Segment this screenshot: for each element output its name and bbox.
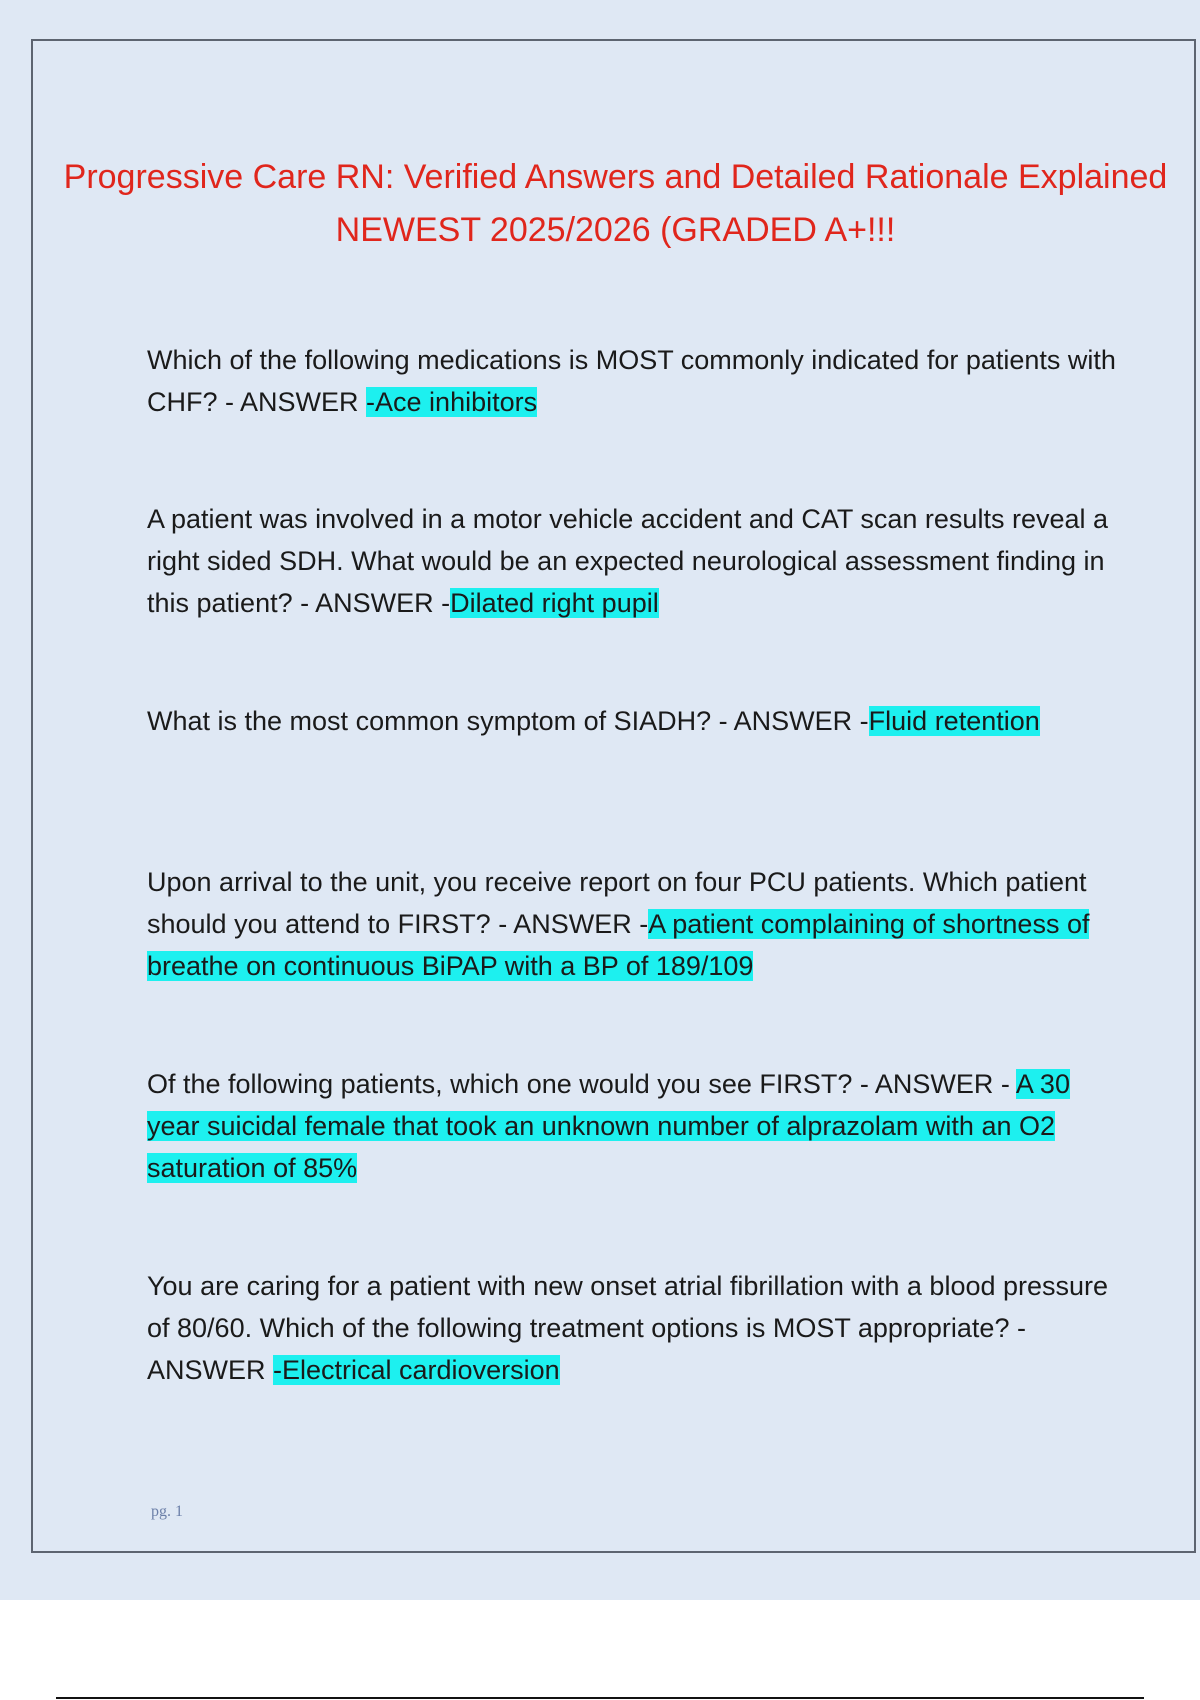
answer-highlight: -Electrical cardioversion [273,1355,560,1385]
question-text: What is the most common symptom of SIADH? - ANSWER - [147,706,869,736]
answer-highlight: A 30 year suicidal female that took an unknown number of alprazolam with an O2 saturation of 85% [147,1069,1070,1183]
bottom-divider [56,1697,1144,1699]
page-number: pg. 1 [151,1503,183,1520]
question-text: Upon arrival to the unit, you receive report on four PCU patients. Which patient should you attend to FIRST? - ANSWER - [147,867,1087,939]
qa-item-4 [147,861,1127,987]
answer-highlight: Dilated right pupil [450,588,659,618]
question-text: A patient was involved in a motor vehicle accident and CAT scan results reveal a right sided SDH. What would be an expected neurological assessment finding in this patient? - ANSWER - [147,504,1109,618]
document-title: Progressive Care RN: Verified Answers and Detailed Rationale Explained NEWEST 2025/2026 (GRADED A+!!! [63,158,1168,249]
answer-highlight: Fluid retention [868,706,1040,736]
question-text: Which of the following medications is MOST commonly indicated for patients with CHF? - ANSWER [147,345,1116,417]
document-page [31,39,1196,1553]
question-text: You are caring for a patient with new onset atrial fibrillation with a blood pressure of 80/60. Which of the following treatment options is MOST appropriate? - ANSWER [147,1271,1109,1385]
question-text: Of the following patients, which one would you see FIRST? - ANSWER - [147,1069,1016,1099]
answer-highlight: -Ace inhibitors [366,387,538,417]
qa-item-3 [147,700,1127,742]
qa-item-2 [147,498,1127,624]
qa-item-5 [147,1063,1127,1189]
qa-item-1 [147,339,1127,423]
qa-item-6 [147,1265,1127,1391]
answer-highlight: A patient complaining of shortness of breathe on continuous BiPAP with a BP of 189/109 [147,909,1090,981]
